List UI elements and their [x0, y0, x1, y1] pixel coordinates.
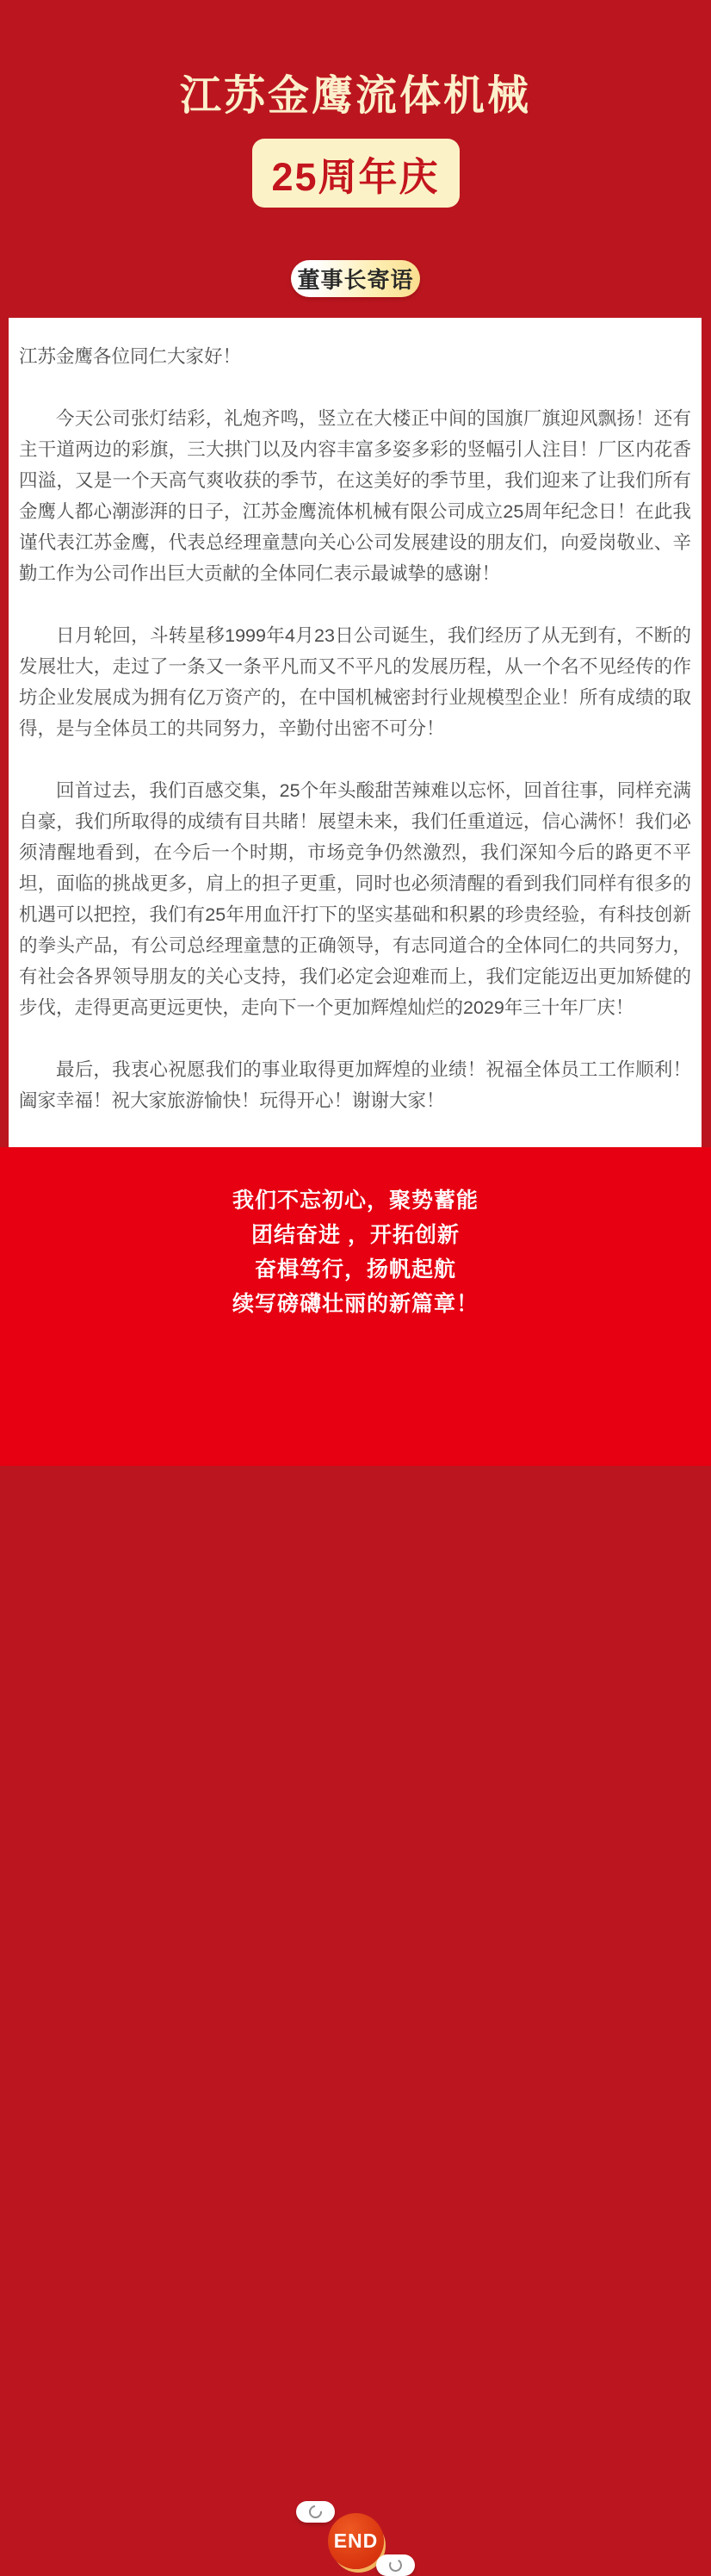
end-badge-label: END: [333, 2529, 379, 2552]
section-title-pill: [291, 260, 420, 297]
slogan-line: 续写磅礴壮丽的新篇章！: [232, 1292, 479, 1316]
article-body: [9, 318, 702, 1147]
poster-footer: [0, 1147, 711, 2552]
slogan-line: 奋楫笃行，扬帆起航: [254, 1257, 456, 1282]
greeting-paragraph: 江苏金鹰各位同仁大家好！: [19, 346, 242, 367]
company-title: 江苏金鹰流体机械: [179, 73, 531, 119]
capsule-decoration-top-icon: [296, 2501, 335, 2523]
capsule-ring-icon: [387, 2557, 403, 2573]
anniversary-badge-label: 25周年庆: [271, 154, 440, 199]
slogan-line: 团结奋进 ，开拓创新: [251, 1223, 460, 1247]
capsule-ring-icon: [306, 2503, 325, 2521]
anniversary-badge: [252, 139, 460, 208]
poster-header: [0, 0, 711, 318]
article-paragraph-4: 最后，我衷心祝愿我们的事业取得更加辉煌的业绩！祝福全体员工工作顺利！阖家幸福！祝大家旅游愉快！玩得开心！谢谢大家！: [19, 1059, 691, 1111]
article-paragraph-2: 日月轮回，斗转星移1999年4月23日公司诞生，我们经历了从无到有，不断的发展壮大，走过了一条又一条平凡而又不平凡的发展历程，从一个名不见经传的作坊企业发展成为拥有亿万资产的，在中国机械密封行业规模型企业！所有成绩的取得，是与全体员工的共同努力，辛勤付出密不可分！: [19, 625, 691, 739]
article-paragraph-3: 回首过去，我们百感交集，25个年头酸甜苦辣难以忘怀，回首往事，同样充满自豪，我们所取得的成绩有目共睹！展望未来，我们任重道远，信心满怀！我们必须清醒地看到，在今后一个时期，市场竞争仍然激烈，我们深知今后的路更不平坦，面临的挑战更多，肩上的担子更重，同时也必须清醒的看到我们同样有很多的机遇可以把控，我们有25年用血汗打下的坚实基础和积累的珍贵经验，有科技创新的拳头产品，有公司总经理童慧的正确领导，有志同道合的全体同仁的共同努力，有社会各界领导朋友的关心支持，我们必定会迎难而上，我们定能迈出更加矫健的步伐，走得更高更远更快，走向下一个更加辉煌灿烂的2029年三十年厂庆！: [19, 780, 691, 1018]
slogan-block: [0, 1147, 711, 1321]
slogan-line: 我们不忘初心，聚势蓄能: [232, 1189, 479, 1213]
article-paragraph-1: 今天公司张灯结彩，礼炮齐鸣，竖立在大楼正中间的国旗厂旗迎风飘扬！还有主干道两边的彩旗，三大拱门以及内容丰富多姿多彩的竖幅引人注目！厂区内花香四溢，又是一个天高气爽收获的季节，在这美好的季节里，我们迎来了让我们所有金鹰人都心潮澎湃的日子，江苏金鹰流体机械有限公司成立25周年纪念日！在此我谨代表江苏金鹰，代表总经理童慧向关心公司发展建设的朋友们，向爱岗敬业、辛勤工作为公司作出巨大贡献的全体同仁表示最诚挚的感谢！: [19, 408, 691, 584]
end-badge: [328, 2513, 384, 2569]
section-title-label: 董事长寄语: [297, 267, 414, 293]
capsule-decoration-bottom-icon: [376, 2554, 415, 2576]
